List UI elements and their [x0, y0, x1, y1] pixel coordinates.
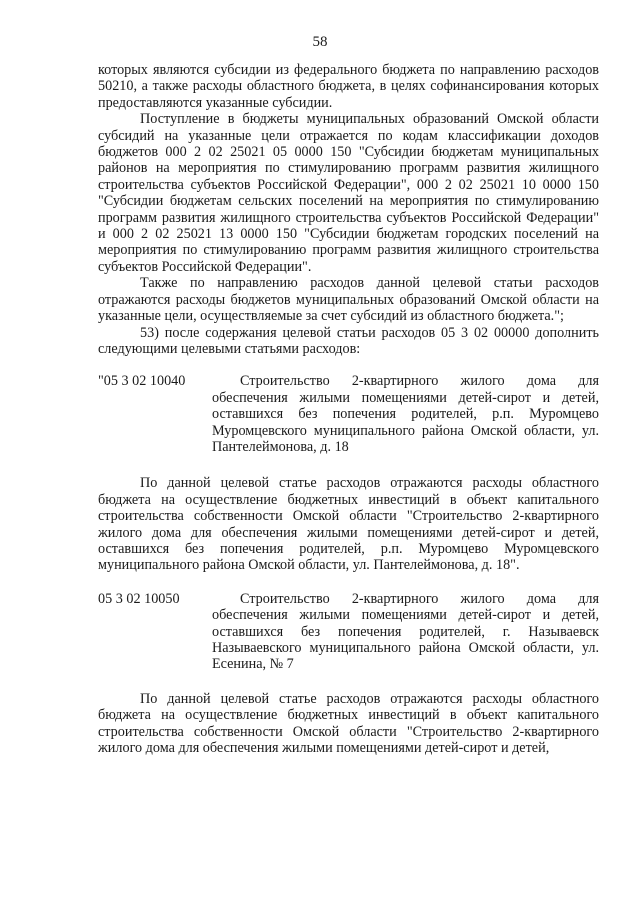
page-number: 58 — [312, 34, 328, 50]
target-article-title-text: Строительство 2-квартирного жилого дома для обеспечения жилыми помещениями детей-сирот и детей, оставшихся без попечения родителей, р.п. Муромцево Муромцевского муниципального района Омской области, ул. Пантелеймонова, д. 18 — [212, 373, 599, 455]
target-article-entry — [98, 591, 599, 673]
paragraph-continuation: которых являются субсидии из федерального бюджета по направлению расходов 50210, а также расходы областного бюджета, в целях софинансирования которых предоставляются указанные субсидии. — [98, 62, 599, 111]
paragraph-municipal-expenses: Также по направлению расходов данной целевой статьи расходов отражаются расходы бюджетов муниципальных образований Омской области на указанные цели, осуществляемые за счет субсидий из областного бюджета."; — [98, 275, 599, 325]
target-article-code: "05 3 02 10040 — [98, 373, 186, 390]
target-article-title-text: Строительство 2-квартирного жилого дома для обеспечения жилыми помещениями детей-сирот и детей, оставшихся без попечения родителей, г. Называевск Называевского муниципального района Омской области, ул. Есенина, № 7 — [212, 590, 599, 673]
paragraph-description-10050: По данной целевой статье расходов отражаются расходы областного бюджета на осуществление бюджетных инвестиций в объект капитального строительства собственности Омской области "Строительство 2-квартирного жилого дома для обеспечения жилыми помещениями детей-сирот и детей, — [98, 690, 599, 757]
paragraph-item-53: 53) после содержания целевой статьи расходов 05 3 02 00000 дополнить следующими целевыми статьями расходов: — [98, 324, 599, 357]
paragraph-description-10040: По данной целевой статье расходов отражаются расходы областного бюджета на осуществление бюджетных инвестиций в объект капитального строительства собственности Омской области "Строительство 2-квартирного жилого дома для обеспечения жилыми помещениями детей-сирот и детей, оставшихся без попечения родителей, р.п. Муромцево Муромцевского муниципального района Омской области, ул. Пантелеймонова, д. 18". — [98, 475, 599, 574]
target-article-title — [212, 591, 599, 673]
paragraph-revenue-codes: Поступление в бюджеты муниципальных образований Омской области субсидий на указанные цели отражается по кодам классификации доходов бюджетов 000 2 02 25021 05 0000 150 "Субсидии бюджетам муниципальных районов на мероприятия по стимулированию программ развития жилищного строительства субъектов Российской Федерации", 000 2 02 25021 10 0000 150 "Субсидии бюджетам сельских поселений на мероприятия по стимулированию программ развития жилищного строительства субъектов Российской Федерации" и 000 2 02 25021 13 0000 150 "Субсидии бюджетам городских поселений на мероприятия по стимулированию программ развития жилищного строительства субъектов Российской Федерации". — [98, 111, 599, 275]
target-article-title — [212, 373, 599, 455]
target-article-entry — [98, 373, 599, 455]
document-body — [98, 62, 599, 756]
target-article-code: 05 3 02 10050 — [98, 590, 180, 607]
